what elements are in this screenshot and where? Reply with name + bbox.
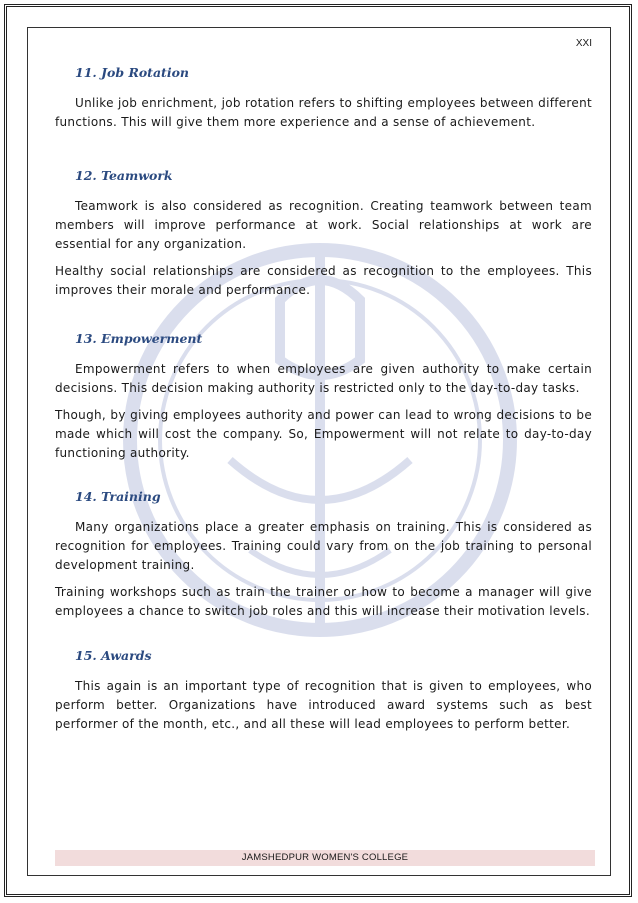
section-heading: 13. Empowerment xyxy=(75,331,203,346)
section-heading: 11. Job Rotation xyxy=(75,65,189,80)
section-teamwork xyxy=(55,167,592,300)
paragraph: Many organizations place a greater emphasis on training. This is considered as recognition for employees. Training could vary from on the job training to personal development training. xyxy=(55,520,592,572)
paragraph: Unlike job enrichment, job rotation refers to shifting employees between different functions. This will give them more experience and a sense of achievement. xyxy=(55,96,592,129)
page-number: XXI xyxy=(575,38,592,49)
footer-college-name: JAMSHEDPUR WOMEN'S COLLEGE xyxy=(55,850,595,866)
section-heading: 12. Teamwork xyxy=(75,168,173,183)
paragraph: This again is an important type of recognition that is given to employees, who perform better. Organizations have introduced award systems such as best performer of the month, etc., and all these will lead employees to perform better. xyxy=(55,679,592,731)
section-training xyxy=(55,488,592,621)
section-heading: 14. Training xyxy=(75,489,161,504)
section-job-rotation xyxy=(55,64,592,132)
paragraph: Teamwork is also considered as recognition. Creating teamwork between team members will improve performance at work. Social relationships at work are essential for any organization. xyxy=(55,199,592,251)
document-body xyxy=(55,64,592,742)
paragraph: Though, by giving employees authority and power can lead to wrong decisions to be made which will cost the company. So, Empowerment will not relate to day-to-day functioning authority. xyxy=(55,408,592,460)
section-heading: 15. Awards xyxy=(75,648,152,663)
section-awards xyxy=(55,647,592,734)
paragraph: Training workshops such as train the trainer or how to become a manager will give employees a chance to switch job roles and this will increase their motivation levels. xyxy=(55,585,592,618)
paragraph: Empowerment refers to when employees are given authority to make certain decisions. This decision making authority is restricted only to the day-to-day tasks. xyxy=(55,362,592,395)
section-empowerment xyxy=(55,330,592,463)
paragraph: Healthy social relationships are considered as recognition to the employees. This improves their morale and performance. xyxy=(55,264,592,297)
